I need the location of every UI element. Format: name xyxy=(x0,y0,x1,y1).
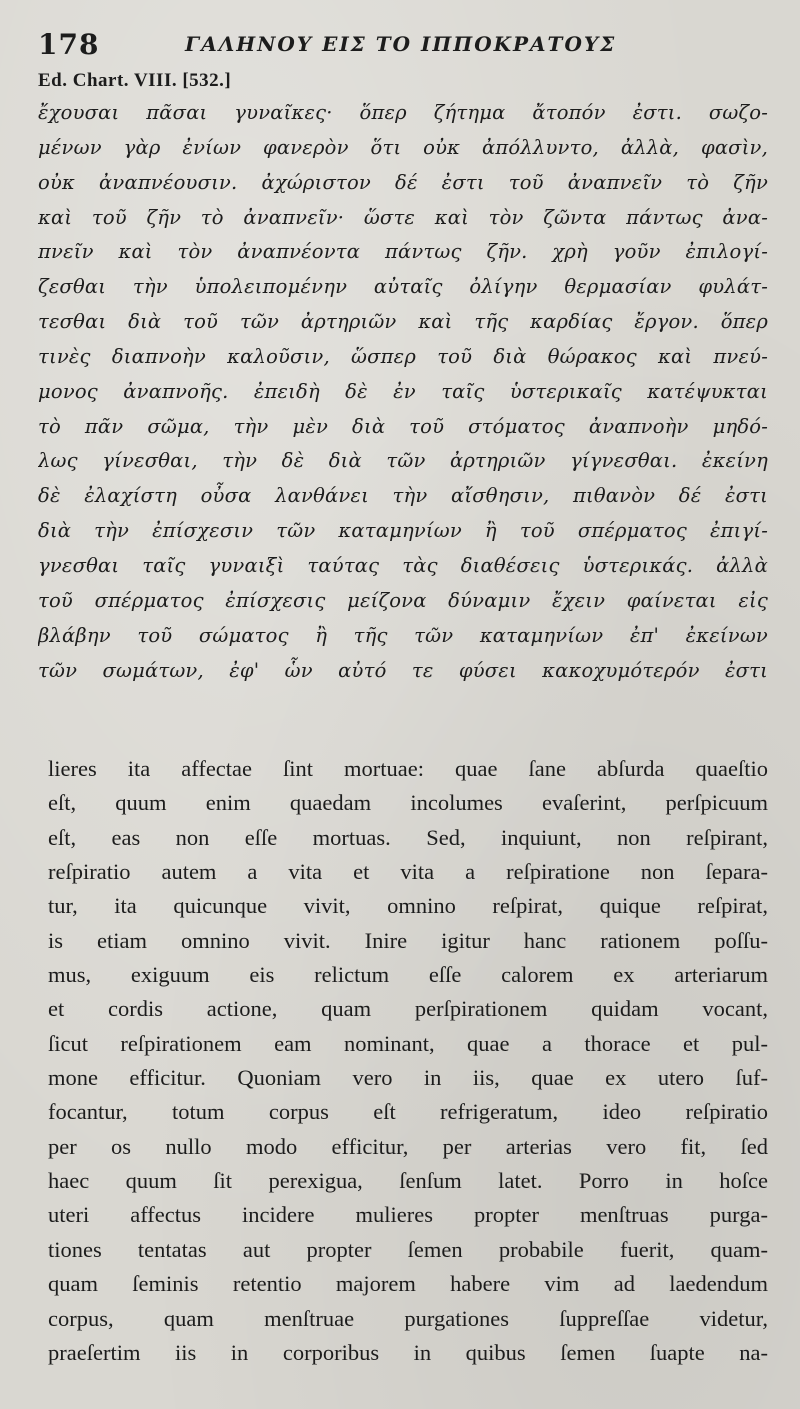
greek-line: τῶν σωμάτων, ἐφ' ὧν αὐτό τε φύσει κακοχυμότερόν ἐστι xyxy=(38,658,768,682)
latin-line: is etiam omnino vivit. Inire igitur hanc rationem poſſu- xyxy=(48,927,768,953)
latin-line: haec quum ſit perexigua, ſenſum latet. Porro in hoſce xyxy=(48,1168,768,1194)
latin-line: praeſertim iis in corporibus in quibus ſemen ſuapte na- xyxy=(48,1339,768,1365)
latin-line: focantur, totum corpus eſt refrigeratum, ideo reſpiratio xyxy=(48,1099,768,1125)
latin-line: corpus, quam menſtruae purgationes ſuppreſſae videtur, xyxy=(48,1305,768,1331)
greek-line: τοῦ σπέρματος ἐπίσχεσις μείζονα δύναμιν ἔχειν φαίνεται εἰς xyxy=(38,588,768,612)
greek-line: τινὲς διαπνοὴν καλοῦσιν, ὥσπερ τοῦ διὰ θώρακος καὶ πνεύ- xyxy=(38,344,768,368)
latin-line: reſpiratio autem a vita et vita a reſpiratione non ſepara- xyxy=(48,859,768,885)
greek-line: λως γίνεσθαι, τὴν δὲ διὰ τῶν ἀρτηριῶν γίγνεσθαι. ἐκείνη xyxy=(38,449,768,473)
greek-line: βλάβην τοῦ σώματος ἢ τῆς τῶν καταμηνίων ἐπ' ἐκείνων xyxy=(38,623,768,647)
greek-text-block xyxy=(38,96,768,688)
greek-line: διὰ τὴν ἐπίσχεσιν τῶν καταμηνίων ἢ τοῦ σπέρματος ἐπιγί- xyxy=(38,519,768,543)
greek-line: ζεσθαι τὴν ὑπολειπομένην αὐταῖς ὀλίγην θερμασίαν φυλάτ- xyxy=(38,275,768,299)
greek-line: πνεῖν καὶ τὸν ἀναπνέοντα πάντως ζῆν. χρὴ γοῦν ἐπιλογί- xyxy=(38,240,768,264)
latin-line: lieres ita affectae ſint mortuae: quae ſane abſurda quaeſtio xyxy=(48,756,768,781)
latin-line: eſt, eas non eſſe mortuas. Sed, inquiunt, non reſpirant, xyxy=(48,824,768,850)
greek-line: μονος ἀναπνοῆς. ἐπειδὴ δὲ ἐν ταῖς ὑστερικαῖς κατέψυκται xyxy=(38,379,768,403)
latin-line: tur, ita quicunque vivit, omnino reſpirat, quique reſpirat, xyxy=(48,893,768,919)
page-header xyxy=(38,28,768,68)
latin-line: per os nullo modo efficitur, per arterias vero fit, ſed xyxy=(48,1133,768,1159)
page-number: 178 xyxy=(38,28,100,61)
latin-line: mus, exiguum eis relictum eſſe calorem ex arteriarum xyxy=(48,962,768,988)
latin-line: ſicut reſpirationem eam nominant, quae a thorace et pul- xyxy=(48,1030,768,1056)
latin-line: uteri affectus incidere mulieres propter menſtruas purga- xyxy=(48,1202,768,1228)
edition-reference: Ed. Chart. VIII. [532.] xyxy=(38,70,232,91)
greek-line: μένων γὰρ ἐνίων φανερὸν ὅτι οὐκ ἀπόλλυντο, ἀλλὰ, φασὶν, xyxy=(38,135,768,159)
latin-line: et cordis actione, quam perſpirationem quidam vocant, xyxy=(48,996,768,1022)
greek-line: οὐκ ἀναπνέουσιν. ἀχώριστον δέ ἐστι τοῦ ἀναπνεῖν τὸ ζῆν xyxy=(38,170,768,194)
latin-text-block xyxy=(48,752,768,1370)
greek-line: καὶ τοῦ ζῆν τὸ ἀναπνεῖν· ὥστε καὶ τὸν ζῶντα πάντως ἀνα- xyxy=(38,205,768,229)
greek-line: τεσθαι διὰ τοῦ τῶν ἀρτηριῶν καὶ τῆς καρδίας ἔργον. ὅπερ xyxy=(38,310,768,334)
greek-line: δὲ ἐλαχίστη οὖσα λανθάνει τὴν αἴσθησιν, πιθανὸν δέ ἐστι xyxy=(38,484,768,508)
greek-line: γνεσθαι ταῖς γυναιξὶ ταύτας τὰς διαθέσεις ὑστερικάς. ἀλλὰ xyxy=(38,553,768,577)
latin-line: tiones tentatas aut propter ſemen probabile fuerit, quam- xyxy=(48,1236,768,1262)
running-title: ΓΑΛΗΝΟΥ ΕΙΣ ΤΟ ΙΠΠΟΚΡΑΤΟΥΣ xyxy=(185,32,617,56)
greek-line: ἔχουσαι πᾶσαι γυναῖκες· ὅπερ ζήτημα ἄτοπόν ἐστι. σωζο- xyxy=(38,101,768,124)
latin-line: quam ſeminis retentio majorem habere vim ad laedendum xyxy=(48,1271,768,1297)
latin-line: mone efficitur. Quoniam vero in iis, quae ex utero ſuf- xyxy=(48,1065,768,1091)
latin-line: eſt, quum enim quaedam incolumes evaſerint, perſpicuum xyxy=(48,790,768,816)
greek-line: τὸ πᾶν σῶμα, τὴν μὲν διὰ τοῦ στόματος ἀναπνοὴν μηδό- xyxy=(38,414,768,438)
